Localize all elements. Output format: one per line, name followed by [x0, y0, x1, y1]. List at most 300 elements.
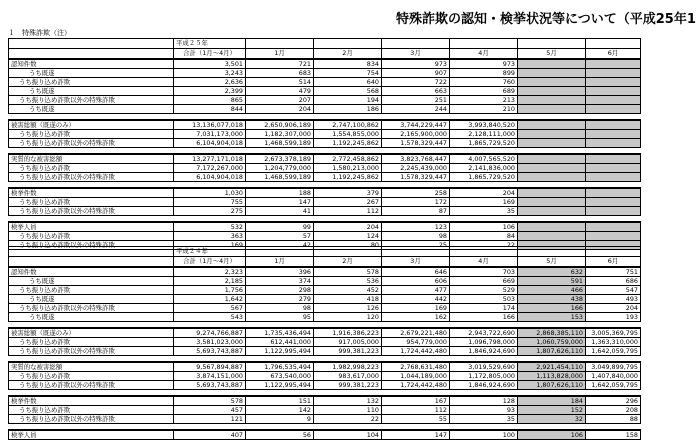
value-cell: 1,204,779,000 — [246, 164, 314, 173]
value-cell: 25 — [382, 241, 450, 250]
header-blank-cell — [314, 39, 382, 49]
table-row — [9, 78, 641, 87]
table-row — [9, 120, 641, 130]
column-header: 合計（1月～4月） — [174, 257, 246, 268]
value-cell: 193 — [586, 313, 641, 322]
header-blank-cell — [382, 39, 450, 49]
value-cell — [586, 59, 641, 69]
value-cell: 296 — [586, 396, 641, 406]
table-row — [9, 267, 641, 277]
row-label: うち既遂 — [9, 69, 174, 78]
column-header: 5月 — [518, 49, 586, 60]
value-cell: 514 — [246, 78, 314, 87]
value-cell: 536 — [314, 277, 382, 286]
value-cell: 689 — [450, 87, 518, 96]
value-cell: 3,874,151,000 — [174, 372, 246, 381]
row-label: うち振り込め詐欺 — [9, 406, 174, 415]
value-cell: 917,005,000 — [314, 338, 382, 347]
value-cell: 477 — [382, 286, 450, 295]
value-cell: 1,580,213,000 — [314, 164, 382, 173]
value-cell: 204 — [314, 222, 382, 232]
value-cell: 208 — [586, 406, 641, 415]
column-header: 3月 — [382, 49, 450, 60]
value-cell: 379 — [314, 188, 382, 198]
value-cell: 106 — [450, 222, 518, 232]
header-blank-cell — [9, 247, 174, 257]
header-blank-cell — [450, 39, 518, 49]
value-cell: 98 — [246, 304, 314, 313]
value-cell: 2,768,631,480 — [382, 362, 450, 372]
value-cell: 722 — [382, 78, 450, 87]
value-cell — [518, 69, 586, 78]
value-cell: 87 — [382, 207, 450, 216]
value-cell: 452 — [314, 286, 382, 295]
value-cell: 1,192,245,862 — [314, 139, 382, 148]
value-cell: 1,096,798,000 — [450, 338, 518, 347]
value-cell — [586, 198, 641, 207]
value-cell: 3,501 — [174, 59, 246, 69]
value-cell: 844 — [174, 105, 246, 114]
row-label: 検挙人員 — [9, 430, 174, 440]
value-cell: 9 — [246, 415, 314, 424]
value-cell: 162 — [382, 313, 450, 322]
value-cell: 632 — [518, 267, 586, 277]
value-cell: 169 — [174, 241, 246, 250]
value-cell: 396 — [246, 267, 314, 277]
value-cell — [518, 96, 586, 105]
value-cell: 907 — [382, 69, 450, 78]
value-cell: 2,673,378,189 — [246, 154, 314, 164]
row-label: うち振り込め詐欺 — [9, 130, 174, 139]
table-row — [9, 188, 641, 198]
value-cell: 147 — [382, 430, 450, 440]
row-label: うち既遂 — [9, 313, 174, 322]
row-label: うち振り込め詐欺以外の特殊詐欺 — [9, 381, 174, 390]
value-cell: 174 — [450, 304, 518, 313]
table-row — [9, 328, 641, 338]
table-row — [9, 286, 641, 295]
header-blank-cell — [518, 247, 586, 257]
table-row — [9, 105, 641, 114]
value-cell: 1,192,245,862 — [314, 173, 382, 182]
value-cell — [586, 222, 641, 232]
value-cell: 532 — [174, 222, 246, 232]
value-cell: 493 — [586, 295, 641, 304]
row-label: うち振り込め詐欺 — [9, 286, 174, 295]
row-label: うち既遂 — [9, 105, 174, 114]
value-cell: 2,921,454,110 — [518, 362, 586, 372]
value-cell: 673,540,000 — [246, 372, 314, 381]
column-header-row — [9, 49, 641, 60]
value-cell: 213 — [450, 96, 518, 105]
value-cell — [586, 139, 641, 148]
value-cell: 407 — [174, 430, 246, 440]
table-row — [9, 222, 641, 232]
value-cell: 1,113,828,000 — [518, 372, 586, 381]
table-row — [9, 338, 641, 347]
value-cell: 457 — [174, 406, 246, 415]
value-cell: 56 — [246, 430, 314, 440]
value-cell: 98 — [382, 232, 450, 241]
table-row — [9, 362, 641, 372]
table-row — [9, 173, 641, 182]
table-row — [9, 69, 641, 78]
value-cell: 7,172,267,000 — [174, 164, 246, 173]
value-cell: 7,031,173,000 — [174, 130, 246, 139]
value-cell: 543 — [174, 313, 246, 322]
value-cell: 5,693,743,887 — [174, 381, 246, 390]
row-label: うち振り込め詐欺以外の特殊詐欺 — [9, 96, 174, 105]
row-label: うち振り込め詐欺以外の特殊詐欺 — [9, 304, 174, 313]
value-cell — [586, 207, 641, 216]
value-cell: 983,617,000 — [314, 372, 382, 381]
table-row — [9, 232, 641, 241]
value-cell: 578 — [314, 267, 382, 277]
value-cell — [586, 87, 641, 96]
column-header: 2月 — [314, 257, 382, 268]
value-cell: 80 — [314, 241, 382, 250]
value-cell — [586, 164, 641, 173]
value-cell: 110 — [314, 406, 382, 415]
value-cell: 166 — [518, 304, 586, 313]
value-cell — [586, 120, 641, 130]
value-cell: 95 — [246, 313, 314, 322]
value-cell: 2,650,906,189 — [246, 120, 314, 130]
value-cell: 1,363,310,000 — [586, 338, 641, 347]
header-blank-cell — [9, 39, 174, 49]
row-label: 被害総額（既遂のみ） — [9, 328, 174, 338]
value-cell: 669 — [450, 277, 518, 286]
value-cell: 755 — [174, 198, 246, 207]
value-cell: 1,642,059,795 — [586, 347, 641, 356]
value-cell — [518, 154, 586, 164]
value-cell: 363 — [174, 232, 246, 241]
value-cell: 166 — [450, 313, 518, 322]
value-cell: 646 — [382, 267, 450, 277]
value-cell: 834 — [314, 59, 382, 69]
value-cell: 3,823,768,447 — [382, 154, 450, 164]
value-cell: 2,323 — [174, 267, 246, 277]
row-label: うち既遂 — [9, 295, 174, 304]
column-header-row — [9, 257, 641, 268]
header-blank-cell — [450, 247, 518, 257]
value-cell: 1,030 — [174, 188, 246, 198]
row-label: 検挙人員 — [9, 222, 174, 232]
value-cell: 41 — [246, 207, 314, 216]
value-cell: 374 — [246, 277, 314, 286]
value-cell: 466 — [518, 286, 586, 295]
value-cell: 2,679,221,480 — [382, 328, 450, 338]
value-cell: 22 — [450, 241, 518, 250]
row-label: うち既遂 — [9, 277, 174, 286]
value-cell: 151 — [246, 396, 314, 406]
value-cell: 567 — [174, 304, 246, 313]
table-row — [9, 130, 641, 139]
value-cell: 442 — [382, 295, 450, 304]
section-label: １ 特殊詐欺（注） — [8, 29, 71, 37]
value-cell: 124 — [314, 232, 382, 241]
value-cell: 1,807,626,110 — [518, 381, 586, 390]
value-cell: 128 — [450, 396, 518, 406]
value-cell — [586, 188, 641, 198]
value-cell: 2,636 — [174, 78, 246, 87]
value-cell: 1,182,307,000 — [246, 130, 314, 139]
value-cell: 267 — [314, 198, 382, 207]
row-label: 検挙件数 — [9, 188, 174, 198]
value-cell: 169 — [382, 304, 450, 313]
value-cell: 721 — [246, 59, 314, 69]
value-cell: 22 — [314, 415, 382, 424]
table-row — [9, 313, 641, 322]
table-row — [9, 207, 641, 216]
row-label: うち振り込め詐欺 — [9, 78, 174, 87]
table-row — [9, 415, 641, 424]
value-cell: 3,049,899,795 — [586, 362, 641, 372]
period-label: 平成２４年 — [174, 247, 246, 257]
value-cell: 153 — [518, 313, 586, 322]
column-header: 3月 — [382, 257, 450, 268]
value-cell — [518, 222, 586, 232]
value-cell: 186 — [314, 105, 382, 114]
value-cell — [518, 130, 586, 139]
value-cell: 3,581,023,000 — [174, 338, 246, 347]
value-cell: 42 — [246, 241, 314, 250]
table-row — [9, 277, 641, 286]
value-cell — [518, 164, 586, 173]
value-cell: 55 — [382, 415, 450, 424]
value-cell: 479 — [246, 87, 314, 96]
value-cell: 2,165,900,000 — [382, 130, 450, 139]
header-blank-cell — [586, 247, 641, 257]
header-blank-cell — [314, 247, 382, 257]
value-cell: 3,005,369,795 — [586, 328, 641, 338]
value-cell: 132 — [314, 396, 382, 406]
value-cell: 5,693,743,887 — [174, 347, 246, 356]
value-cell — [518, 232, 586, 241]
value-cell: 640 — [314, 78, 382, 87]
value-cell: 578 — [174, 396, 246, 406]
period-label: 平成２５年 — [174, 39, 246, 49]
column-header: 1月 — [246, 49, 314, 60]
value-cell: 158 — [586, 430, 641, 440]
value-cell: 1,172,805,000 — [450, 372, 518, 381]
row-label: うち振り込め詐欺以外の特殊詐欺 — [9, 139, 174, 148]
value-cell: 100 — [450, 430, 518, 440]
value-cell: 999,381,223 — [314, 347, 382, 356]
value-cell: 1,982,998,223 — [314, 362, 382, 372]
table-row — [9, 396, 641, 406]
table-row — [9, 406, 641, 415]
value-cell: 1,468,599,189 — [246, 173, 314, 182]
table-row — [9, 139, 641, 148]
value-cell — [586, 96, 641, 105]
value-cell — [518, 120, 586, 130]
value-cell — [586, 154, 641, 164]
value-cell: 172 — [382, 198, 450, 207]
value-cell: 1,865,729,520 — [450, 173, 518, 182]
value-cell: 244 — [382, 105, 450, 114]
value-cell: 167 — [382, 396, 450, 406]
value-cell: 35 — [450, 207, 518, 216]
value-cell: 13,136,077,018 — [174, 120, 246, 130]
value-cell — [518, 173, 586, 182]
row-label: うち振り込め詐欺以外の特殊詐欺 — [9, 241, 174, 250]
table-row — [9, 198, 641, 207]
value-cell: 169 — [450, 198, 518, 207]
value-cell: 606 — [382, 277, 450, 286]
value-cell: 683 — [246, 69, 314, 78]
value-cell — [518, 188, 586, 198]
value-cell: 120 — [314, 313, 382, 322]
value-cell: 568 — [314, 87, 382, 96]
value-cell: 275 — [174, 207, 246, 216]
value-cell: 2,245,439,000 — [382, 164, 450, 173]
value-cell: 1,756 — [174, 286, 246, 295]
row-label: うち振り込め詐欺 — [9, 338, 174, 347]
table-row — [9, 304, 641, 313]
value-cell — [518, 105, 586, 114]
value-cell: 954,779,000 — [382, 338, 450, 347]
value-cell: 57 — [246, 232, 314, 241]
value-cell: 1,796,535,494 — [246, 362, 314, 372]
stats-table-h24 — [8, 246, 641, 440]
value-cell: 251 — [382, 96, 450, 105]
value-cell: 686 — [586, 277, 641, 286]
row-label: うち既遂 — [9, 87, 174, 96]
value-cell: 112 — [314, 207, 382, 216]
column-header: 6月 — [586, 257, 641, 268]
value-cell: 754 — [314, 69, 382, 78]
row-label: うち振り込め詐欺 — [9, 164, 174, 173]
value-cell: 2,399 — [174, 87, 246, 96]
row-label: 認知件数 — [9, 267, 174, 277]
value-cell: 147 — [246, 198, 314, 207]
header-blank-cell — [9, 257, 174, 268]
value-cell — [586, 130, 641, 139]
row-label: うち振り込め詐欺以外の特殊詐欺 — [9, 207, 174, 216]
column-header: 4月 — [450, 49, 518, 60]
period-row — [9, 247, 641, 257]
table-row — [9, 381, 641, 390]
value-cell: 152 — [518, 406, 586, 415]
value-cell: 1,060,759,000 — [518, 338, 586, 347]
value-cell: 899 — [450, 69, 518, 78]
value-cell: 6,104,904,018 — [174, 139, 246, 148]
value-cell: 2,772,458,862 — [314, 154, 382, 164]
value-cell: 1,846,924,690 — [450, 347, 518, 356]
value-cell: 591 — [518, 277, 586, 286]
column-header: 1月 — [246, 257, 314, 268]
value-cell: 3,993,840,520 — [450, 120, 518, 130]
value-cell: 973 — [450, 59, 518, 69]
value-cell — [518, 78, 586, 87]
row-label: うち振り込め詐欺以外の特殊詐欺 — [9, 347, 174, 356]
value-cell: 1,468,599,189 — [246, 139, 314, 148]
value-cell: 204 — [450, 188, 518, 198]
column-header: 2月 — [314, 49, 382, 60]
value-cell — [518, 139, 586, 148]
table-row — [9, 154, 641, 164]
header-blank-cell — [246, 247, 314, 257]
row-label: うち振り込め詐欺以外の特殊詐欺 — [9, 173, 174, 182]
value-cell — [518, 87, 586, 96]
table-row — [9, 59, 641, 69]
value-cell: 1,122,995,494 — [246, 381, 314, 390]
value-cell — [586, 105, 641, 114]
column-header: 4月 — [450, 257, 518, 268]
value-cell: 503 — [450, 295, 518, 304]
table-row — [9, 430, 641, 440]
value-cell: 9,567,894,887 — [174, 362, 246, 372]
value-cell: 1,044,189,000 — [382, 372, 450, 381]
row-label: 実質的な被害総額 — [9, 362, 174, 372]
value-cell: 2,185 — [174, 277, 246, 286]
value-cell: 88 — [586, 415, 641, 424]
header-blank-cell — [246, 39, 314, 49]
value-cell: 9,274,766,887 — [174, 328, 246, 338]
value-cell: 142 — [246, 406, 314, 415]
header-blank-cell — [9, 49, 174, 60]
row-label: うち振り込め詐欺以外の特殊詐欺 — [9, 415, 174, 424]
value-cell: 1,724,442,480 — [382, 347, 450, 356]
value-cell: 751 — [586, 267, 641, 277]
column-header: 合計（1月～4月） — [174, 49, 246, 60]
value-cell: 106 — [518, 430, 586, 440]
value-cell: 529 — [450, 286, 518, 295]
value-cell: 207 — [246, 96, 314, 105]
value-cell: 204 — [586, 304, 641, 313]
value-cell: 1,122,995,494 — [246, 347, 314, 356]
row-label: うち振り込め詐欺 — [9, 198, 174, 207]
table-row — [9, 87, 641, 96]
value-cell: 1,578,329,447 — [382, 139, 450, 148]
value-cell: 112 — [382, 406, 450, 415]
value-cell: 13,277,171,018 — [174, 154, 246, 164]
table-row — [9, 96, 641, 105]
value-cell: 3,243 — [174, 69, 246, 78]
table-row — [9, 372, 641, 381]
value-cell: 99 — [246, 222, 314, 232]
header-blank-cell — [586, 39, 641, 49]
value-cell: 1,642,059,795 — [586, 381, 641, 390]
value-cell: 298 — [246, 286, 314, 295]
value-cell: 204 — [246, 105, 314, 114]
row-label: うち振り込め詐欺 — [9, 372, 174, 381]
header-blank-cell — [518, 39, 586, 49]
value-cell: 121 — [174, 415, 246, 424]
value-cell: 1,554,855,000 — [314, 130, 382, 139]
value-cell: 1,642 — [174, 295, 246, 304]
row-label: 検挙件数 — [9, 396, 174, 406]
value-cell: 123 — [382, 222, 450, 232]
value-cell: 32 — [518, 415, 586, 424]
value-cell — [586, 69, 641, 78]
column-header: 6月 — [586, 49, 641, 60]
table-row — [9, 347, 641, 356]
value-cell: 210 — [450, 105, 518, 114]
table-row — [9, 295, 641, 304]
value-cell: 194 — [314, 96, 382, 105]
value-cell: 4,007,565,520 — [450, 154, 518, 164]
value-cell: 3,019,529,690 — [450, 362, 518, 372]
value-cell: 438 — [518, 295, 586, 304]
value-cell — [586, 78, 641, 87]
column-header: 5月 — [518, 257, 586, 268]
value-cell: 1,735,436,494 — [246, 328, 314, 338]
value-cell: 3,744,229,447 — [382, 120, 450, 130]
value-cell: 35 — [450, 415, 518, 424]
header-blank-cell — [382, 247, 450, 257]
